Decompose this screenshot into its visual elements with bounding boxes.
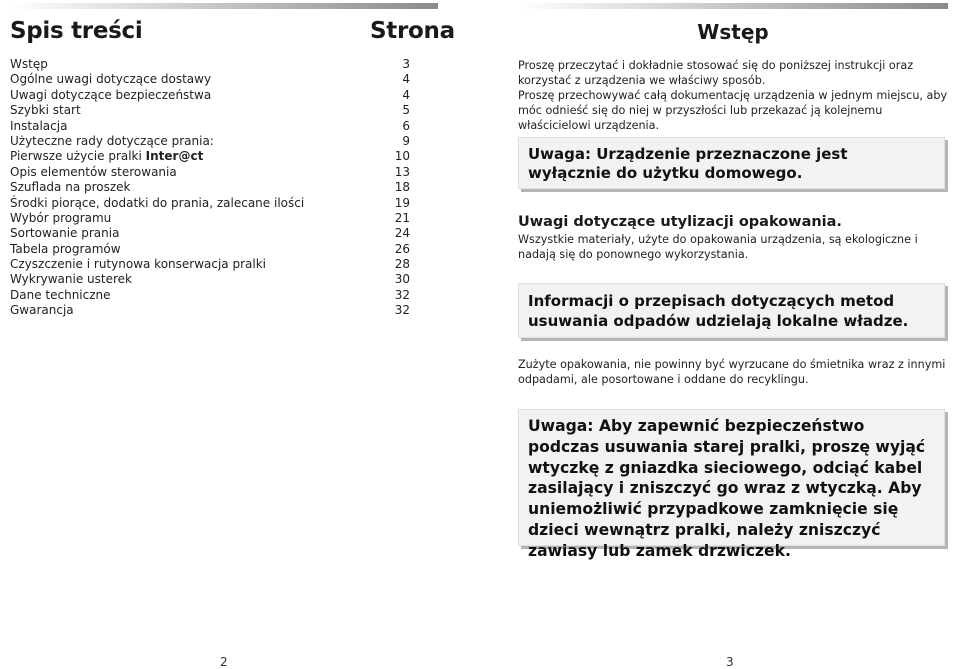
toc-row: [10, 149, 410, 164]
toc-item-label: [10, 303, 74, 318]
toc-item-page: 32: [394, 287, 410, 302]
packaging-heading: Uwagi dotyczące utylizacji opakowania.: [518, 214, 842, 230]
toc-item-text: Dane techniczne: [10, 287, 111, 302]
toc-item-text: Użyteczne rady dotyczące prania:: [10, 133, 214, 148]
toc-row: [10, 288, 410, 303]
toc-row: [10, 57, 410, 72]
toc-item-text: Wykrywanie usterek: [10, 272, 132, 287]
toc-item-label: [10, 272, 132, 287]
toc-row: [10, 88, 410, 103]
toc-item-text: Instalacja: [10, 118, 68, 133]
toc-item-label: [10, 103, 81, 118]
toc-item-text: Ogólne uwagi dotyczące dostawy: [10, 72, 212, 87]
intro-title: Wstęp: [697, 20, 769, 44]
toc-row: [10, 196, 410, 211]
toc-item-page: 5: [402, 103, 410, 118]
toc-item-page: 3: [402, 57, 410, 71]
toc-item-label: [10, 288, 111, 303]
toc-item-page: 6: [402, 118, 410, 133]
toc-item-page: 18: [394, 180, 410, 195]
toc-item-page: 28: [394, 257, 410, 272]
toc-item-text: Czyszczenie i rutynowa konserwacja pralki: [10, 257, 266, 272]
toc-row: [10, 272, 410, 287]
packaging-text: Wszystkie materiały, użyte do opakowania urządzenia, są ekologiczne i nadają się do ponownego wykorzystania.: [518, 233, 918, 261]
toc-item-text: Wstęp: [10, 57, 48, 71]
toc-item-page: 4: [402, 72, 410, 87]
toc-item-text: Pierwsze użycie pralki: [10, 149, 146, 164]
toc-row: [10, 134, 410, 149]
toc-item-page: 26: [394, 241, 410, 256]
toc-list: [10, 57, 410, 319]
intro-paragraph-1: Proszę przeczytać i dokładnie stosować się do poniższej instrukcji oraz korzystać z urządzenia we właściwy sposób.: [518, 59, 914, 87]
toc-item-brand: Inter@ct: [145, 149, 204, 164]
note-old-appliance: Uwaga: Aby zapewnić bezpieczeństwo podczas usuwania starej pralki, proszę wyjąć wtyczkę z gniazdka sieciowego, odciąć kabel zasilający i zniszczyć go wraz z wtyczką. Aby uniemożliwić przypadkowe zamknięcie się dzieci wewnątrz pralki, należy zniszczyć zawiasy lub zamek drzwiczek.: [528, 417, 926, 560]
toc-item-page: 19: [394, 195, 410, 210]
toc-row: [10, 257, 410, 272]
toc-page-column-header: Strona: [370, 18, 455, 44]
toc-row: [10, 165, 410, 180]
toc-row: [10, 211, 410, 226]
toc-item-page: 10: [394, 149, 410, 164]
toc-item-text: Wybór programu: [10, 210, 112, 225]
toc-item-text: Opis elementów sterowania: [10, 164, 177, 179]
toc-item-label: [10, 257, 266, 272]
used-packaging-text: Zużyte opakowania, nie powinny być wyrzucane do śmietnika wraz z innymi odpadami, ale posortowane i oddane do recyklingu.: [518, 358, 946, 386]
toc-item-page: 30: [394, 272, 410, 287]
note-domestic-use: Uwaga: Urządzenie przeznaczone jest wyłącznie do użytku domowego.: [528, 145, 848, 182]
toc-item-text: Gwarancja: [10, 303, 74, 318]
toc-row: [10, 180, 410, 195]
toc-item-label: [10, 211, 111, 226]
page-number-left: 2: [220, 655, 228, 669]
toc-item-label: [10, 226, 119, 241]
toc-row: [10, 242, 410, 257]
intro-paragraph-2: Proszę przechowywać całą dokumentację urządzenia w jednym miejscu, aby móc odnieść się do niej w przyszłości lub przekazać ją kolejnemu właścicielowi urządzenia.: [518, 89, 948, 132]
toc-item-text: Środki piorące, dodatki do prania, zalecane ilości: [10, 195, 305, 210]
toc-item-label: [10, 149, 203, 164]
toc-item-page: 9: [402, 133, 410, 148]
toc-item-page: 32: [394, 303, 410, 318]
toc-item-label: [10, 242, 121, 257]
toc-item-label: [10, 196, 304, 211]
toc-item-text: Szuflada na proszek: [10, 180, 131, 195]
left-header-bar: [7, 3, 438, 9]
toc-row: [10, 72, 410, 87]
toc-item-page: 21: [394, 210, 410, 225]
toc-row: [10, 119, 410, 134]
toc-item-label: [10, 165, 177, 180]
toc-row: [10, 226, 410, 241]
right-header-bar: [518, 3, 948, 9]
toc-item-label: [10, 119, 67, 134]
toc-item-label: [10, 180, 131, 195]
page-number-right: 3: [726, 655, 734, 669]
toc-row: [10, 303, 410, 318]
toc-item-label: [10, 88, 211, 103]
toc-item-page: 4: [402, 87, 410, 102]
toc-item-label: [10, 134, 214, 149]
toc-item-label: [10, 72, 211, 87]
toc-item-text: Uwagi dotyczące bezpieczeństwa: [10, 87, 212, 102]
toc-item-page: 24: [394, 226, 410, 241]
toc-item-text: Sortowanie prania: [10, 226, 120, 241]
toc-item-page: 13: [394, 164, 410, 179]
toc-item-text: Szybki start: [10, 103, 81, 118]
toc-row: [10, 103, 410, 118]
note-waste-regulations: Informacji o przepisach dotyczących metod usuwania odpadów udzielają lokalne władze.: [528, 292, 909, 330]
toc-title: Spis treści: [10, 18, 143, 44]
toc-item-text: Tabela programów: [10, 241, 121, 256]
toc-item-label: [10, 57, 48, 72]
